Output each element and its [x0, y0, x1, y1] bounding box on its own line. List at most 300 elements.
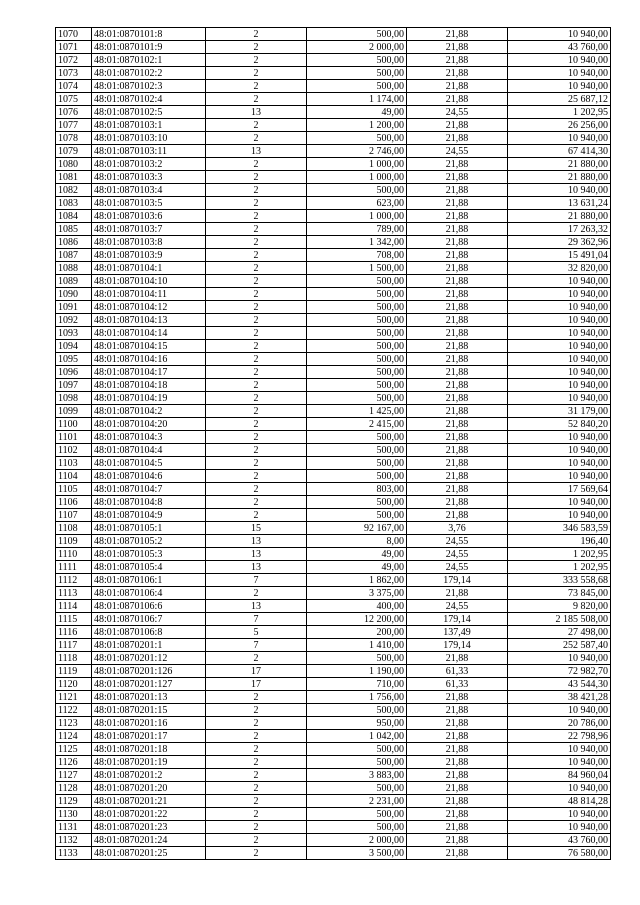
- rate-value: 24,55: [407, 535, 508, 548]
- table-row: [56, 366, 611, 379]
- rate-value: 21,88: [407, 28, 508, 41]
- rate-value: 21,88: [407, 249, 508, 262]
- table-row: [56, 405, 611, 418]
- table-row: [56, 548, 611, 561]
- total-value: 1 202,95: [508, 548, 611, 561]
- table-row: [56, 496, 611, 509]
- category-code: 2: [206, 353, 307, 366]
- table-row: [56, 249, 611, 262]
- category-code: 2: [206, 171, 307, 184]
- category-code: 2: [206, 119, 307, 132]
- category-code: 2: [206, 314, 307, 327]
- rate-value: 21,88: [407, 67, 508, 80]
- area-value: 200,00: [307, 626, 407, 639]
- row-number: 1076: [56, 106, 92, 119]
- table-row: [56, 639, 611, 652]
- cadastral-number: 48:01:0870104:3: [92, 431, 206, 444]
- rate-value: 179,14: [407, 574, 508, 587]
- area-value: 49,00: [307, 548, 407, 561]
- cadastral-number: 48:01:0870201:25: [92, 847, 206, 860]
- row-number: 1072: [56, 54, 92, 67]
- cadastral-number: 48:01:0870104:16: [92, 353, 206, 366]
- category-code: 2: [206, 288, 307, 301]
- area-value: 623,00: [307, 197, 407, 210]
- cadastral-number: 48:01:0870201:127: [92, 678, 206, 691]
- cadastral-number: 48:01:0870101:8: [92, 28, 206, 41]
- cadastral-number: 48:01:0870103:4: [92, 184, 206, 197]
- table-row: [56, 847, 611, 860]
- total-value: 1 202,95: [508, 106, 611, 119]
- row-number: 1087: [56, 249, 92, 262]
- rate-value: 21,88: [407, 782, 508, 795]
- category-code: 13: [206, 600, 307, 613]
- rate-value: 21,88: [407, 197, 508, 210]
- rate-value: 21,88: [407, 691, 508, 704]
- rate-value: 21,88: [407, 223, 508, 236]
- total-value: 10 940,00: [508, 509, 611, 522]
- total-value: 10 940,00: [508, 808, 611, 821]
- category-code: 13: [206, 548, 307, 561]
- cadastral-number: 48:01:0870104:19: [92, 392, 206, 405]
- category-code: 2: [206, 470, 307, 483]
- cadastral-number: 48:01:0870201:18: [92, 743, 206, 756]
- total-value: 25 687,12: [508, 93, 611, 106]
- area-value: 500,00: [307, 743, 407, 756]
- rate-value: 21,88: [407, 756, 508, 769]
- cadastral-number: 48:01:0870104:12: [92, 301, 206, 314]
- total-value: 10 940,00: [508, 756, 611, 769]
- table-row: [56, 704, 611, 717]
- area-value: 500,00: [307, 301, 407, 314]
- table-row: [56, 106, 611, 119]
- area-value: 1 000,00: [307, 171, 407, 184]
- cadastral-number: 48:01:0870104:4: [92, 444, 206, 457]
- row-number: 1106: [56, 496, 92, 509]
- area-value: 1 174,00: [307, 93, 407, 106]
- total-value: 10 940,00: [508, 496, 611, 509]
- area-value: 500,00: [307, 782, 407, 795]
- table-row: [56, 184, 611, 197]
- row-number: 1100: [56, 418, 92, 431]
- table-row: [56, 392, 611, 405]
- rate-value: 21,88: [407, 301, 508, 314]
- rate-value: 21,88: [407, 652, 508, 665]
- category-code: 2: [206, 795, 307, 808]
- category-code: 7: [206, 574, 307, 587]
- cadastral-number: 48:01:0870106:4: [92, 587, 206, 600]
- total-value: 252 587,40: [508, 639, 611, 652]
- area-value: 500,00: [307, 470, 407, 483]
- total-value: 10 940,00: [508, 67, 611, 80]
- area-value: 500,00: [307, 54, 407, 67]
- cadastral-number: 48:01:0870103:5: [92, 197, 206, 210]
- area-value: 2 415,00: [307, 418, 407, 431]
- category-code: 2: [206, 808, 307, 821]
- rate-value: 21,88: [407, 366, 508, 379]
- cadastral-number: 48:01:0870102:3: [92, 80, 206, 93]
- category-code: 2: [206, 509, 307, 522]
- area-value: 2 000,00: [307, 834, 407, 847]
- cadastral-number: 48:01:0870104:20: [92, 418, 206, 431]
- area-value: 500,00: [307, 80, 407, 93]
- row-number: 1098: [56, 392, 92, 405]
- area-value: 500,00: [307, 340, 407, 353]
- total-value: 73 845,00: [508, 587, 611, 600]
- row-number: 1105: [56, 483, 92, 496]
- cadastral-number: 48:01:0870106:6: [92, 600, 206, 613]
- rate-value: 21,88: [407, 470, 508, 483]
- table-body: [56, 28, 611, 860]
- table-row: [56, 210, 611, 223]
- area-value: 1 000,00: [307, 158, 407, 171]
- category-code: 13: [206, 535, 307, 548]
- table-row: [56, 808, 611, 821]
- area-value: 500,00: [307, 327, 407, 340]
- row-number: 1130: [56, 808, 92, 821]
- cadastral-number: 48:01:0870104:18: [92, 379, 206, 392]
- cadastral-number: 48:01:0870103:9: [92, 249, 206, 262]
- area-value: 500,00: [307, 509, 407, 522]
- total-value: 10 940,00: [508, 327, 611, 340]
- total-value: 10 940,00: [508, 288, 611, 301]
- category-code: 2: [206, 496, 307, 509]
- area-value: 2 231,00: [307, 795, 407, 808]
- total-value: 10 940,00: [508, 457, 611, 470]
- rate-value: 24,55: [407, 106, 508, 119]
- total-value: 333 558,68: [508, 574, 611, 587]
- row-number: 1081: [56, 171, 92, 184]
- rate-value: 21,88: [407, 171, 508, 184]
- row-number: 1091: [56, 301, 92, 314]
- cadastral-number: 48:01:0870106:8: [92, 626, 206, 639]
- total-value: 10 940,00: [508, 782, 611, 795]
- area-value: 710,00: [307, 678, 407, 691]
- area-value: 500,00: [307, 366, 407, 379]
- table-row: [56, 301, 611, 314]
- area-value: 789,00: [307, 223, 407, 236]
- category-code: 2: [206, 249, 307, 262]
- table-row: [56, 483, 611, 496]
- row-number: 1102: [56, 444, 92, 457]
- rate-value: 21,88: [407, 405, 508, 418]
- row-number: 1108: [56, 522, 92, 535]
- cadastral-number: 48:01:0870104:1: [92, 262, 206, 275]
- area-value: 1 342,00: [307, 236, 407, 249]
- total-value: 21 880,00: [508, 158, 611, 171]
- area-value: 500,00: [307, 288, 407, 301]
- row-number: 1070: [56, 28, 92, 41]
- cadastral-number: 48:01:0870201:21: [92, 795, 206, 808]
- total-value: 10 940,00: [508, 444, 611, 457]
- cadastral-number: 48:01:0870103:11: [92, 145, 206, 158]
- cadastral-number: 48:01:0870106:7: [92, 613, 206, 626]
- table-row: [56, 236, 611, 249]
- total-value: 13 631,24: [508, 197, 611, 210]
- cadastral-number: 48:01:0870104:2: [92, 405, 206, 418]
- table-row: [56, 600, 611, 613]
- row-number: 1133: [56, 847, 92, 860]
- total-value: 15 491,04: [508, 249, 611, 262]
- rate-value: 21,88: [407, 93, 508, 106]
- rate-value: 21,88: [407, 262, 508, 275]
- total-value: 84 960,04: [508, 769, 611, 782]
- area-value: 1 042,00: [307, 730, 407, 743]
- row-number: 1074: [56, 80, 92, 93]
- table-row: [56, 821, 611, 834]
- row-number: 1116: [56, 626, 92, 639]
- total-value: 31 179,00: [508, 405, 611, 418]
- total-value: 10 940,00: [508, 28, 611, 41]
- category-code: 2: [206, 717, 307, 730]
- row-number: 1117: [56, 639, 92, 652]
- table-row: [56, 67, 611, 80]
- rate-value: 179,14: [407, 639, 508, 652]
- category-code: 13: [206, 145, 307, 158]
- cadastral-number: 48:01:0870103:7: [92, 223, 206, 236]
- rate-value: 21,88: [407, 54, 508, 67]
- rate-value: 61,33: [407, 665, 508, 678]
- total-value: 10 940,00: [508, 743, 611, 756]
- category-code: 13: [206, 106, 307, 119]
- total-value: 10 940,00: [508, 431, 611, 444]
- table-row: [56, 28, 611, 41]
- row-number: 1131: [56, 821, 92, 834]
- category-code: 2: [206, 847, 307, 860]
- row-number: 1124: [56, 730, 92, 743]
- rate-value: 21,88: [407, 483, 508, 496]
- row-number: 1126: [56, 756, 92, 769]
- area-value: 2 000,00: [307, 41, 407, 54]
- table-row: [56, 665, 611, 678]
- row-number: 1103: [56, 457, 92, 470]
- cadastral-number: 48:01:0870101:9: [92, 41, 206, 54]
- category-code: 2: [206, 340, 307, 353]
- area-value: 1 862,00: [307, 574, 407, 587]
- table-row: [56, 223, 611, 236]
- rate-value: 61,33: [407, 678, 508, 691]
- cadastral-number: 48:01:0870201:1: [92, 639, 206, 652]
- total-value: 10 940,00: [508, 184, 611, 197]
- cadastral-number: 48:01:0870103:1: [92, 119, 206, 132]
- table-row: [56, 626, 611, 639]
- total-value: 17 569,64: [508, 483, 611, 496]
- total-value: 10 940,00: [508, 366, 611, 379]
- area-value: 500,00: [307, 444, 407, 457]
- category-code: 2: [206, 327, 307, 340]
- row-number: 1073: [56, 67, 92, 80]
- table-row: [56, 158, 611, 171]
- row-number: 1122: [56, 704, 92, 717]
- table-row: [56, 340, 611, 353]
- area-value: 500,00: [307, 379, 407, 392]
- category-code: 2: [206, 93, 307, 106]
- category-code: 2: [206, 821, 307, 834]
- area-value: 500,00: [307, 28, 407, 41]
- cadastral-number: 48:01:0870104:6: [92, 470, 206, 483]
- total-value: 10 940,00: [508, 301, 611, 314]
- cadastral-number: 48:01:0870102:2: [92, 67, 206, 80]
- cadastral-number: 48:01:0870105:4: [92, 561, 206, 574]
- row-number: 1115: [56, 613, 92, 626]
- row-number: 1128: [56, 782, 92, 795]
- table-row: [56, 418, 611, 431]
- table-row: [56, 41, 611, 54]
- total-value: 10 940,00: [508, 80, 611, 93]
- rate-value: 21,88: [407, 353, 508, 366]
- row-number: 1101: [56, 431, 92, 444]
- row-number: 1093: [56, 327, 92, 340]
- category-code: 13: [206, 561, 307, 574]
- rate-value: 21,88: [407, 847, 508, 860]
- rate-value: 21,88: [407, 457, 508, 470]
- area-value: 500,00: [307, 314, 407, 327]
- rate-value: 21,88: [407, 41, 508, 54]
- cadastral-number: 48:01:0870201:20: [92, 782, 206, 795]
- cadastral-number: 48:01:0870201:22: [92, 808, 206, 821]
- total-value: 10 940,00: [508, 704, 611, 717]
- rate-value: 21,88: [407, 587, 508, 600]
- total-value: 22 798,96: [508, 730, 611, 743]
- area-value: 500,00: [307, 821, 407, 834]
- total-value: 43 760,00: [508, 834, 611, 847]
- rate-value: 21,88: [407, 418, 508, 431]
- rate-value: 21,88: [407, 717, 508, 730]
- table-row: [56, 171, 611, 184]
- area-value: 1 000,00: [307, 210, 407, 223]
- row-number: 1119: [56, 665, 92, 678]
- total-value: 10 940,00: [508, 379, 611, 392]
- row-number: 1109: [56, 535, 92, 548]
- table-row: [56, 730, 611, 743]
- row-number: 1127: [56, 769, 92, 782]
- table-row: [56, 522, 611, 535]
- area-value: 49,00: [307, 561, 407, 574]
- cadastral-number: 48:01:0870105:1: [92, 522, 206, 535]
- area-value: 1 190,00: [307, 665, 407, 678]
- category-code: 2: [206, 236, 307, 249]
- cadastral-number: 48:01:0870104:9: [92, 509, 206, 522]
- category-code: 2: [206, 730, 307, 743]
- total-value: 17 263,32: [508, 223, 611, 236]
- cadastral-number: 48:01:0870102:5: [92, 106, 206, 119]
- total-value: 29 362,96: [508, 236, 611, 249]
- category-code: 2: [206, 782, 307, 795]
- total-value: 21 880,00: [508, 171, 611, 184]
- row-number: 1079: [56, 145, 92, 158]
- row-number: 1086: [56, 236, 92, 249]
- total-value: 10 940,00: [508, 314, 611, 327]
- category-code: 2: [206, 431, 307, 444]
- table-row: [56, 509, 611, 522]
- cadastral-number: 48:01:0870201:17: [92, 730, 206, 743]
- total-value: 10 940,00: [508, 353, 611, 366]
- rate-value: 24,55: [407, 561, 508, 574]
- rate-value: 24,55: [407, 145, 508, 158]
- table-row: [56, 119, 611, 132]
- row-number: 1129: [56, 795, 92, 808]
- document-page: [55, 27, 610, 860]
- category-code: 17: [206, 665, 307, 678]
- total-value: 2 185 508,00: [508, 613, 611, 626]
- total-value: 43 544,30: [508, 678, 611, 691]
- category-code: 2: [206, 834, 307, 847]
- rate-value: 21,88: [407, 288, 508, 301]
- cadastral-number: 48:01:0870201:2: [92, 769, 206, 782]
- cadastral-number: 48:01:0870201:23: [92, 821, 206, 834]
- category-code: 2: [206, 301, 307, 314]
- total-value: 32 820,00: [508, 262, 611, 275]
- table-row: [56, 197, 611, 210]
- category-code: 2: [206, 457, 307, 470]
- cadastral-number: 48:01:0870104:8: [92, 496, 206, 509]
- row-number: 1075: [56, 93, 92, 106]
- category-code: 2: [206, 743, 307, 756]
- rate-value: 21,88: [407, 431, 508, 444]
- rate-value: 21,88: [407, 704, 508, 717]
- table-row: [56, 314, 611, 327]
- area-value: 1 425,00: [307, 405, 407, 418]
- area-value: 500,00: [307, 184, 407, 197]
- table-row: [56, 717, 611, 730]
- row-number: 1114: [56, 600, 92, 613]
- table-row: [56, 132, 611, 145]
- total-value: 76 580,00: [508, 847, 611, 860]
- category-code: 2: [206, 184, 307, 197]
- table-row: [56, 145, 611, 158]
- cadastral-number: 48:01:0870201:12: [92, 652, 206, 665]
- area-value: 3 375,00: [307, 587, 407, 600]
- row-number: 1099: [56, 405, 92, 418]
- table-row: [56, 457, 611, 470]
- table-row: [56, 262, 611, 275]
- cadastral-number: 48:01:0870103:3: [92, 171, 206, 184]
- total-value: 67 414,30: [508, 145, 611, 158]
- row-number: 1097: [56, 379, 92, 392]
- category-code: 2: [206, 756, 307, 769]
- cadastral-number: 48:01:0870102:4: [92, 93, 206, 106]
- total-value: 10 940,00: [508, 652, 611, 665]
- table-row: [56, 470, 611, 483]
- area-value: 49,00: [307, 106, 407, 119]
- row-number: 1082: [56, 184, 92, 197]
- table-row: [56, 769, 611, 782]
- category-code: 2: [206, 28, 307, 41]
- rate-value: 137,49: [407, 626, 508, 639]
- row-number: 1094: [56, 340, 92, 353]
- row-number: 1089: [56, 275, 92, 288]
- area-value: 500,00: [307, 132, 407, 145]
- cadastral-number: 48:01:0870104:14: [92, 327, 206, 340]
- category-code: 2: [206, 54, 307, 67]
- rate-value: 21,88: [407, 379, 508, 392]
- area-value: 1 200,00: [307, 119, 407, 132]
- total-value: 27 498,00: [508, 626, 611, 639]
- table-row: [56, 574, 611, 587]
- cadastral-number: 48:01:0870201:24: [92, 834, 206, 847]
- cadastral-number: 48:01:0870104:5: [92, 457, 206, 470]
- total-value: 26 256,00: [508, 119, 611, 132]
- table-row: [56, 80, 611, 93]
- rate-value: 21,88: [407, 821, 508, 834]
- total-value: 20 786,00: [508, 717, 611, 730]
- rate-value: 21,88: [407, 119, 508, 132]
- category-code: 5: [206, 626, 307, 639]
- cadastral-number: 48:01:0870103:2: [92, 158, 206, 171]
- area-value: 950,00: [307, 717, 407, 730]
- area-value: 500,00: [307, 457, 407, 470]
- category-code: 2: [206, 366, 307, 379]
- table-row: [56, 834, 611, 847]
